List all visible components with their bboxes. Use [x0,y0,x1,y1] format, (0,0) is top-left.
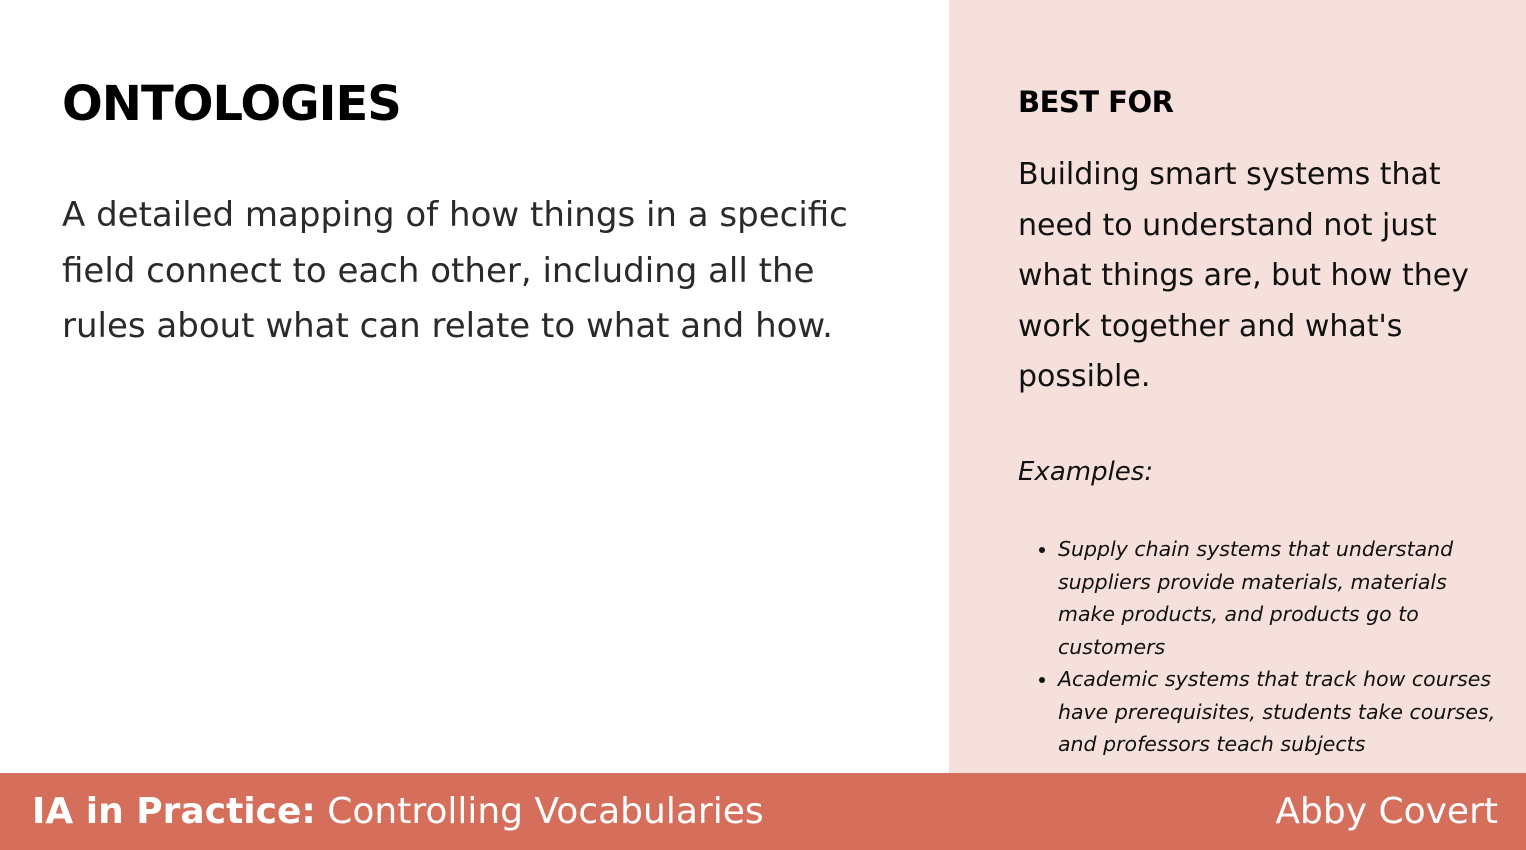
footer-topic-label: Controlling Vocabularies [327,791,764,832]
best-for-text: Building smart systems that need to understand not just what things are, but how they work together and what's possible. [1018,157,1469,394]
examples-list [1018,533,1508,761]
footer-series-title [32,790,764,834]
best-for-panel [949,0,1526,773]
footer-author: Abby Covert [1275,791,1498,832]
example-item: • Academic systems that track how courses have prerequisites, students take courses, and professors teach subjects [1058,663,1508,761]
best-for-heading: BEST FOR [1018,85,1174,119]
footer-bar [0,773,1526,850]
footer-series-label: IA in Practice: [32,791,316,832]
examples-label: Examples: [1018,457,1154,487]
slide-title: ONTOLOGIES [62,76,401,132]
definition-text: A detailed mapping of how things in a specific field connect to each other, including all the rules about what can relate to what and how. [62,195,848,346]
example-item: • Supply chain systems that understand suppliers provide materials, materials make products, and products go to customers [1058,533,1508,663]
